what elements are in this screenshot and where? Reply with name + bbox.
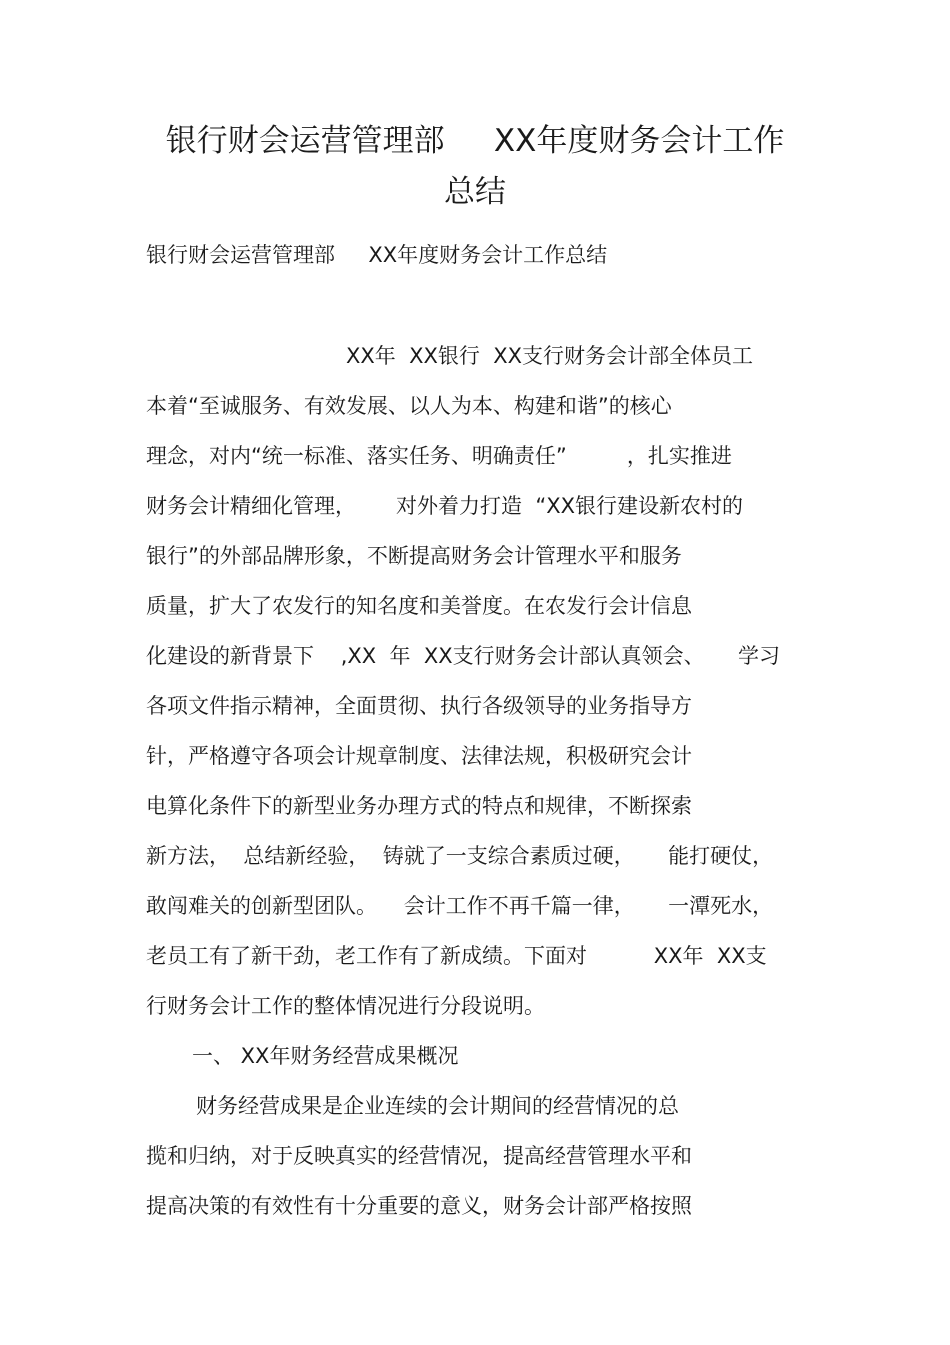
paragraph-line: 质量，扩大了农发行的知名度和美誉度。在农发行会计信息	[146, 594, 692, 618]
paragraph-line: 揽和归纳，对于反映真实的经营情况，提高经营管理水平和	[146, 1144, 692, 1168]
paragraph-line: XX年 XX银行 XX支行财务会计部全体员工	[346, 344, 754, 368]
section-heading: 一、 XX年财务经营成果概况	[192, 1044, 459, 1068]
document-subtitle: 银行财会运营管理部 XX年度财务会计工作总结	[146, 243, 608, 267]
paragraph-line: 行财务会计工作的整体情况进行分段说明。	[146, 994, 545, 1018]
paragraph-line: 化建设的新背景下 ,XX 年 XX支行财务会计部认真领会、 学习	[146, 644, 780, 668]
document-title-line-1: 银行财会运营管理部 XX年度财务会计工作	[165, 123, 785, 159]
paragraph-line: 理念，对内“统一标准、落实任务、明确责任” ，扎实推进	[146, 444, 732, 468]
paragraph-line: 银行”的外部品牌形象，不断提高财务会计管理水平和服务	[146, 544, 682, 568]
paragraph-line: 财务经营成果是企业连续的会计期间的经营情况的总	[196, 1094, 679, 1118]
paragraph-line: 提高决策的有效性有十分重要的意义，财务会计部严格按照	[146, 1194, 692, 1218]
paragraph-line: 老员工有了新干劲，老工作有了新成绩。下面对 XX年 XX支	[146, 944, 767, 968]
paragraph-line: 新方法， 总结新经验， 铸就了一支综合素质过硬， 能打硬仗，	[146, 844, 774, 868]
paragraph-line: 各项文件指示精神，全面贯彻、执行各级领导的业务指导方	[146, 694, 692, 718]
paragraph-line: 敢闯难关的创新型团队。 会计工作不再千篇一律， 一潭死水，	[146, 894, 774, 918]
paragraph-line: 财务会计精细化管理， 对外着力打造 “XX银行建设新农村的	[146, 494, 744, 518]
document-title-line-2: 总结	[444, 174, 506, 210]
paragraph-line: 电算化条件下的新型业务办理方式的特点和规律，不断探索	[146, 794, 692, 818]
paragraph-line: 针，严格遵守各项会计规章制度、法律法规，积极研究会计	[146, 744, 692, 768]
paragraph-line: 本着“至诚服务、有效发展、以人为本、构建和谐”的核心	[146, 394, 672, 418]
